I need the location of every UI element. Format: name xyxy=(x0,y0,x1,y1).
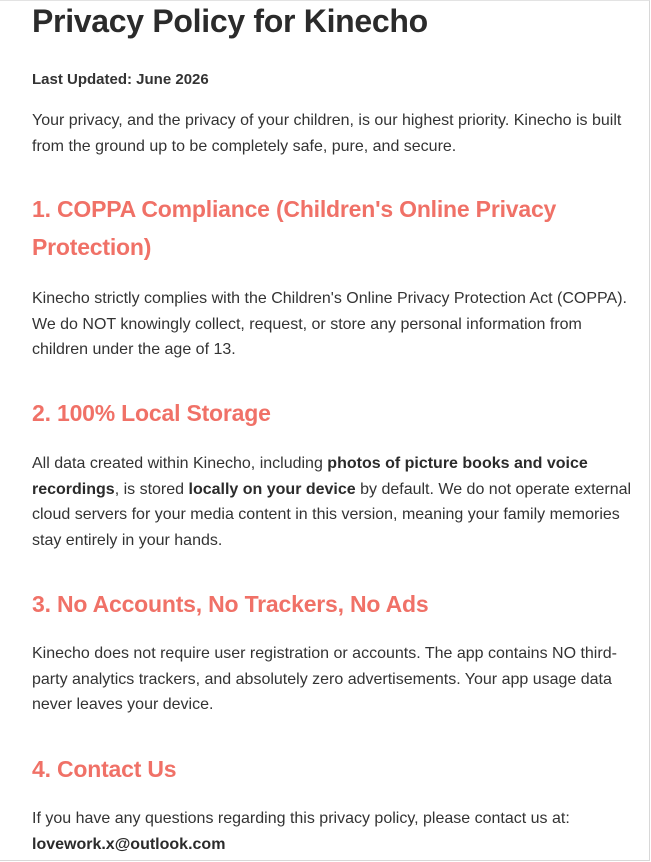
intro-paragraph: Your privacy, and the privacy of your children, is our highest priority. Kinecho is built from the ground up to be completely safe, pure, and secure. xyxy=(32,112,622,155)
last-updated-date: Last Updated: June 2026 xyxy=(32,71,209,88)
section-heading-no-tracking: 3. No Accounts, No Trackers, No Ads xyxy=(32,591,429,617)
page-title: Privacy Policy for Kinecho xyxy=(32,3,428,39)
bold-media-types: photos of picture books and voice recordings xyxy=(32,455,588,498)
section-body-local-storage xyxy=(32,451,632,553)
body-text: All data created within Kinecho, including xyxy=(32,455,328,472)
section-heading-coppa: 1. COPPA Compliance (Children's Online Privacy Protection) xyxy=(32,196,557,260)
contact-text: If you have any questions regarding this privacy policy, please contact us at: xyxy=(32,810,570,827)
section-body-no-tracking: Kinecho does not require user registration or accounts. The app contains NO third-party analytics trackers, and absolutely zero advertisements. Your app usage data never leaves your device. xyxy=(32,645,617,713)
section-heading-contact: 4. Contact Us xyxy=(32,756,177,782)
section-body-contact xyxy=(32,806,632,857)
body-text: , is stored xyxy=(114,480,189,498)
bold-local-storage: locally on your device xyxy=(188,480,356,498)
body-text: by default. We do not operate external cloud servers for your media content in this version, meaning your family memories stay entirely in your hands. xyxy=(32,480,632,549)
section-heading-local-storage: 2. 100% Local Storage xyxy=(32,400,271,426)
section-body-coppa: Kinecho strictly complies with the Children's Online Privacy Protection Act (COPPA). We do NOT knowingly collect, request, or store any personal information from children under the age of 13. xyxy=(32,290,627,358)
contact-email: lovework.x@outlook.com xyxy=(32,835,226,853)
